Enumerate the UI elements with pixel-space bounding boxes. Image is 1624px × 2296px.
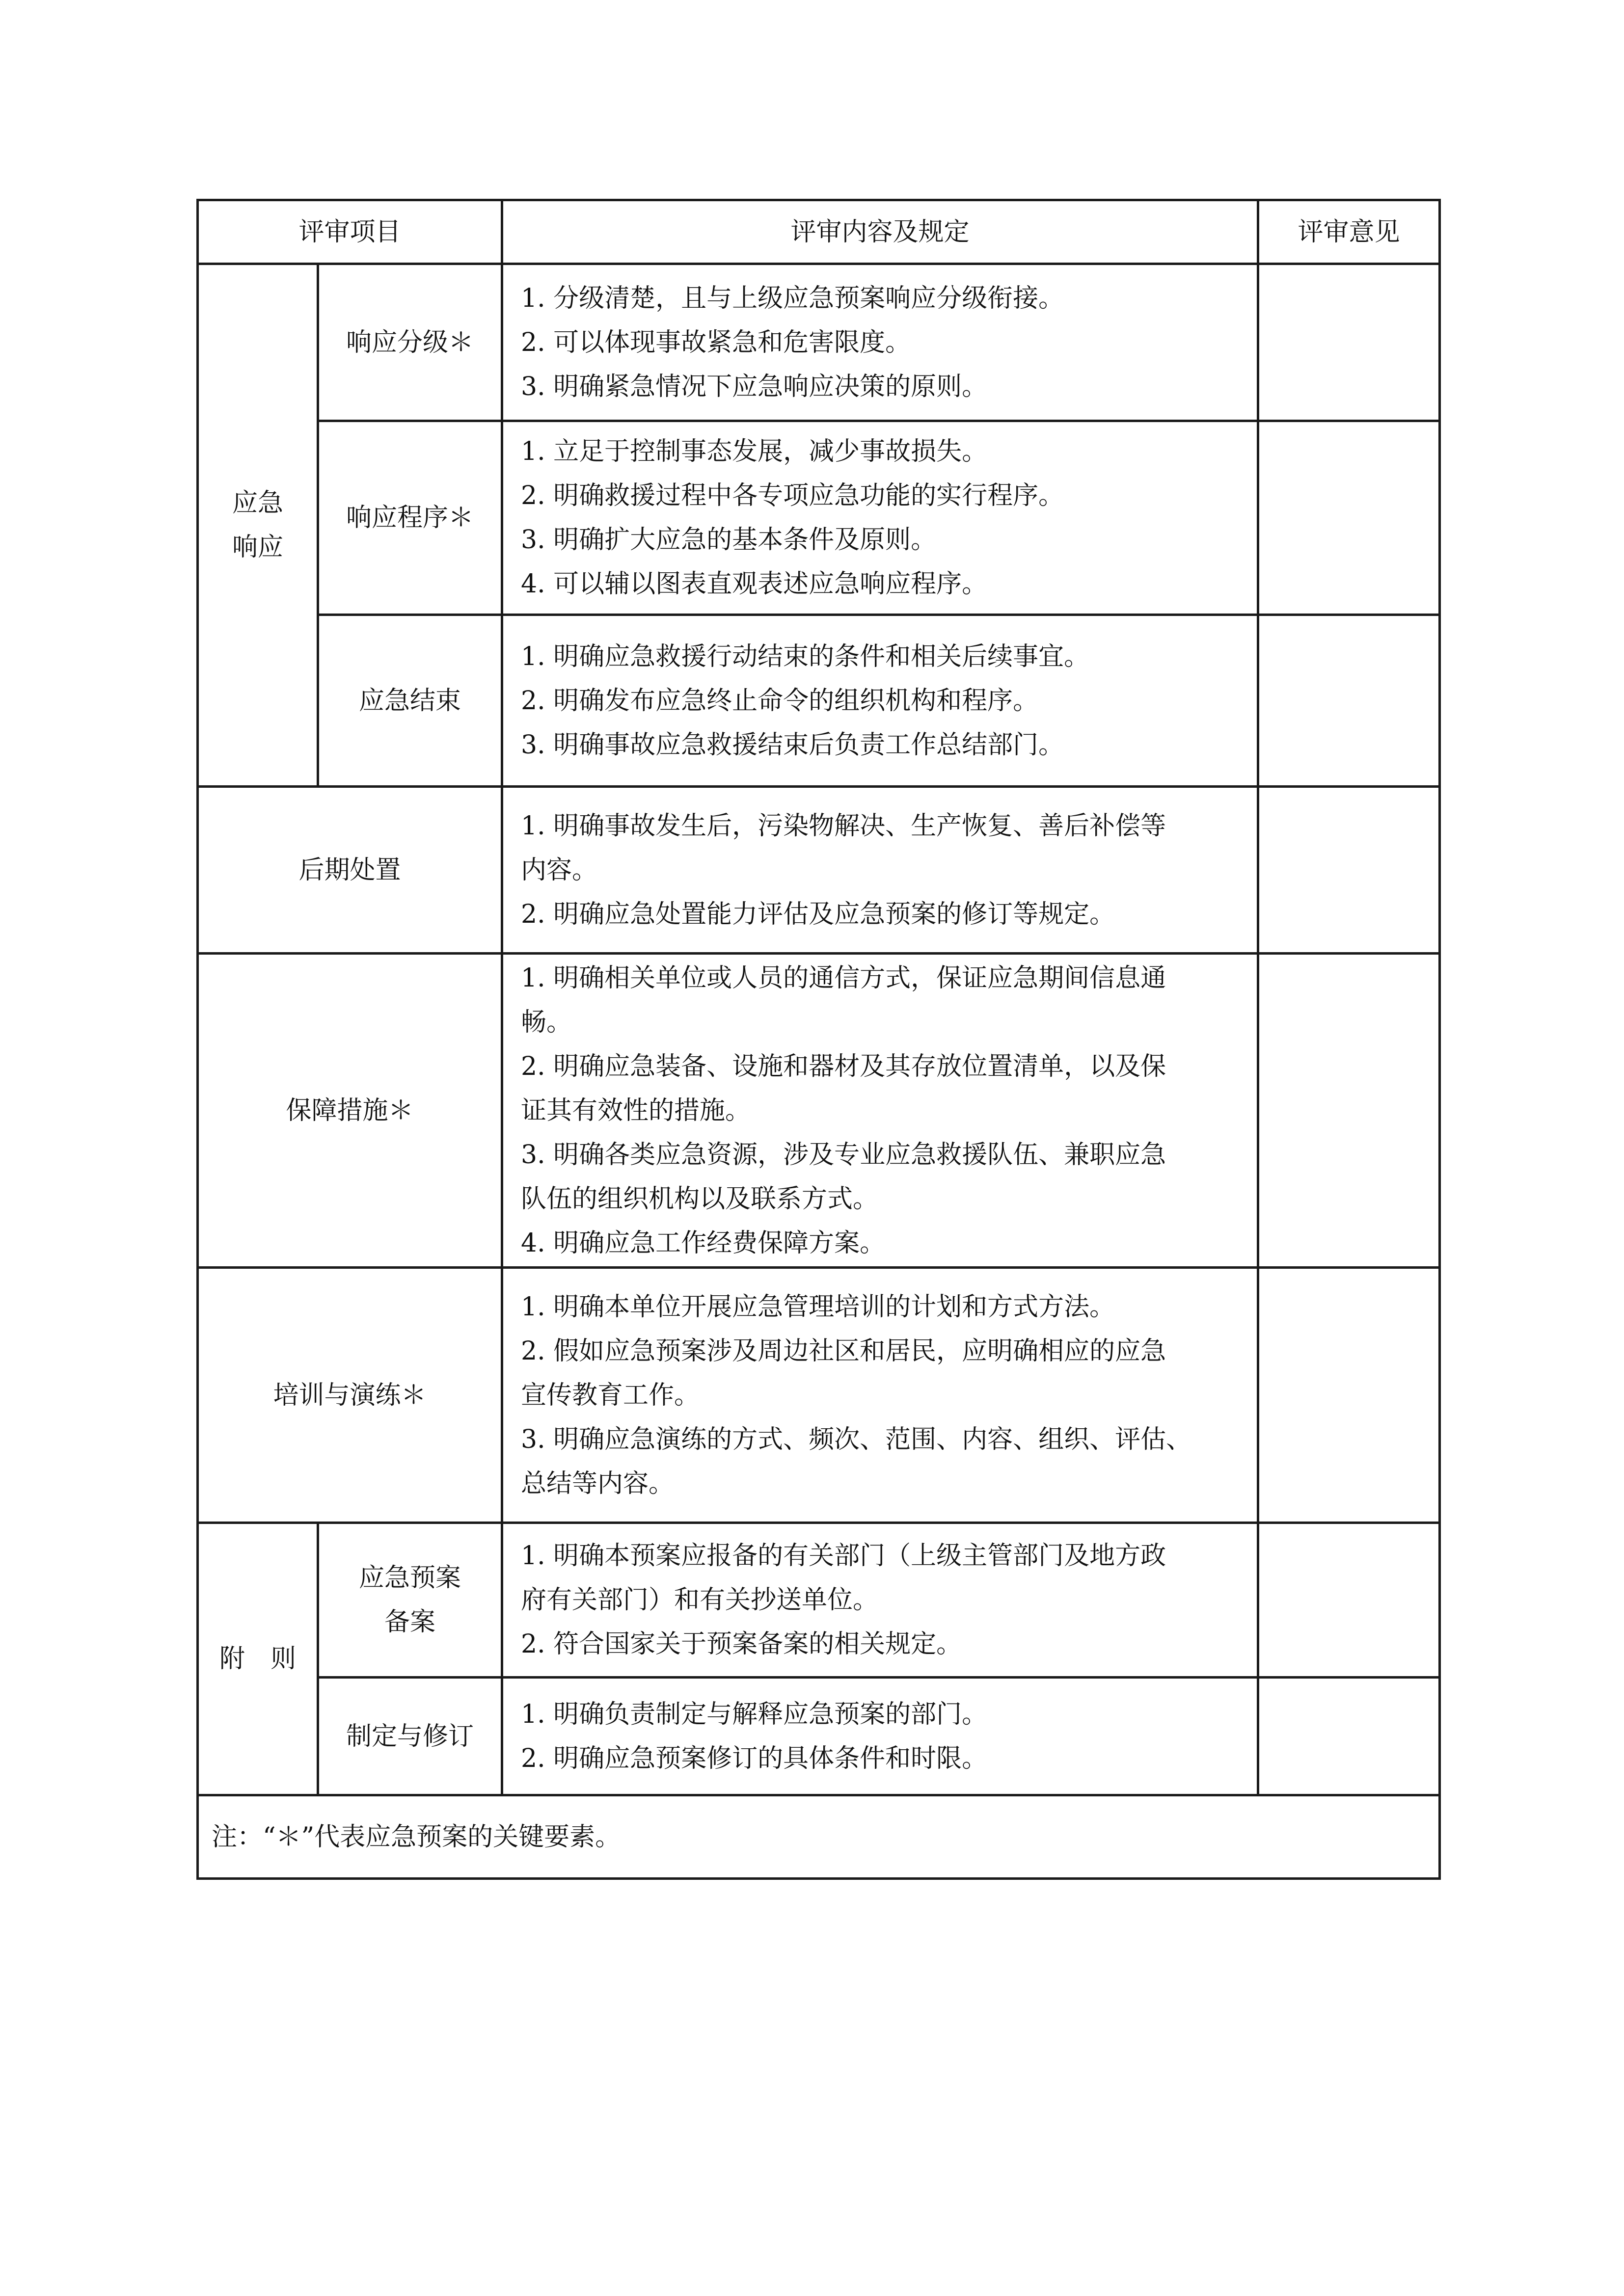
table-row: [198, 421, 1440, 615]
content-line: 1. 立足于控制事态发展，减少事故损失。: [521, 437, 988, 466]
content-line: 2. 明确应急预案修订的具体条件和时限。: [521, 1743, 988, 1773]
emergency-response-label-line1: 应急: [232, 488, 283, 518]
table-row: [198, 1523, 1440, 1678]
content-line: 3. 明确应急演练的方式、频次、范围、内容、组织、评估、: [521, 1424, 1192, 1454]
key-element-note: 注：“＊”代表应急预案的关键要素。: [198, 1795, 1440, 1879]
aftermath-label: 后期处置: [198, 787, 502, 954]
opinion-cell[interactable]: [1258, 1523, 1440, 1678]
opinion-cell[interactable]: [1258, 1268, 1440, 1523]
emergency-response-label: [198, 264, 318, 787]
table-row: [198, 1678, 1440, 1795]
content-line: 3. 明确紧急情况下应急响应决策的原则。: [521, 372, 988, 401]
content-line: 1. 明确相关单位或人员的通信方式，保证应急期间信息通: [521, 963, 1166, 993]
content-line: 2. 可以体现事故紧急和危害限度。: [521, 327, 911, 357]
content-line: 4. 明确应急工作经费保障方案。: [521, 1228, 886, 1258]
content-line: 宣传教育工作。: [521, 1380, 700, 1410]
response-grading-label: 响应分级＊: [318, 264, 502, 421]
table-row: [198, 1268, 1440, 1523]
content-line: 1. 明确本单位开展应急管理培训的计划和方式方法。: [521, 1292, 1115, 1322]
header-opinion: 评审意见: [1258, 200, 1440, 264]
opinion-cell[interactable]: [1258, 264, 1440, 421]
note-row: [198, 1795, 1440, 1879]
content-line: 1. 分级清楚，且与上级应急预案响应分级衔接。: [521, 283, 1064, 313]
header-content: 评审内容及规定: [502, 200, 1258, 264]
emergency-termination-content: [502, 615, 1258, 787]
content-line: 1. 明确负责制定与解释应急预案的部门。: [521, 1699, 988, 1729]
content-line: 4. 可以辅以图表直观表述应急响应程序。: [521, 569, 988, 599]
content-line: 3. 明确扩大应急的基本条件及原则。: [521, 525, 937, 555]
table-row: [198, 787, 1440, 954]
safeguards-label: 保障措施＊: [198, 954, 502, 1268]
content-line: 队伍的组织机构以及联系方式。: [521, 1184, 879, 1214]
content-line: 2. 明确发布应急终止命令的组织机构和程序。: [521, 686, 1039, 716]
content-line: 2. 符合国家关于预案备案的相关规定。: [521, 1629, 962, 1659]
training-content: [502, 1268, 1258, 1523]
plan-filing-label-line2: 备案: [384, 1607, 436, 1637]
content-line: 1. 明确事故发生后，污染物解决、生产恢复、善后补偿等: [521, 811, 1166, 841]
content-line: 3. 明确各类应急资源，涉及专业应急救援队伍、兼职应急: [521, 1140, 1166, 1170]
content-line: 2. 明确救援过程中各专项应急功能的实行程序。: [521, 481, 1064, 510]
revision-label: 制定与修订: [318, 1678, 502, 1795]
plan-filing-content: [502, 1523, 1258, 1678]
opinion-cell[interactable]: [1258, 421, 1440, 615]
content-line: 证其有效性的措施。: [521, 1095, 751, 1125]
table-row: [198, 954, 1440, 1268]
response-grading-content: [502, 264, 1258, 421]
header-item: 评审项目: [198, 200, 502, 264]
plan-filing-label-line1: 应急预案: [359, 1563, 461, 1593]
appendix-label: 附 则: [198, 1523, 318, 1795]
content-line: 内容。: [521, 855, 598, 885]
content-line: 2. 明确应急装备、设施和器材及其存放位置清单，以及保: [521, 1051, 1166, 1081]
table-row: [198, 264, 1440, 421]
content-line: 畅。: [521, 1007, 572, 1037]
content-line: 1. 明确本预案应报备的有关部门（上级主管部门及地方政: [521, 1541, 1166, 1571]
content-line: 2. 假如应急预案涉及周边社区和居民，应明确相应的应急: [521, 1336, 1166, 1366]
safeguards-content: [502, 954, 1258, 1268]
content-line: 府有关部门）和有关抄送单位。: [521, 1585, 879, 1615]
response-procedure-content: [502, 421, 1258, 615]
revision-content: [502, 1678, 1258, 1795]
plan-filing-label: [318, 1523, 502, 1678]
emergency-termination-label: 应急结束: [318, 615, 502, 787]
opinion-cell[interactable]: [1258, 615, 1440, 787]
content-line: 2. 明确应急处置能力评估及应急预案的修订等规定。: [521, 899, 1115, 929]
aftermath-content: [502, 787, 1258, 954]
training-label: 培训与演练＊: [198, 1268, 502, 1523]
review-table: [196, 199, 1441, 1880]
response-procedure-label: 响应程序＊: [318, 421, 502, 615]
opinion-cell[interactable]: [1258, 787, 1440, 954]
opinion-cell[interactable]: [1258, 1678, 1440, 1795]
content-line: 总结等内容。: [521, 1468, 675, 1498]
content-line: 1. 明确应急救援行动结束的条件和相关后续事宜。: [521, 641, 1090, 671]
opinion-cell[interactable]: [1258, 954, 1440, 1268]
content-line: 3. 明确事故应急救援结束后负责工作总结部门。: [521, 730, 1064, 760]
header-row: [198, 200, 1440, 264]
table-row: [198, 615, 1440, 787]
emergency-response-label-line2: 响应: [232, 533, 283, 562]
